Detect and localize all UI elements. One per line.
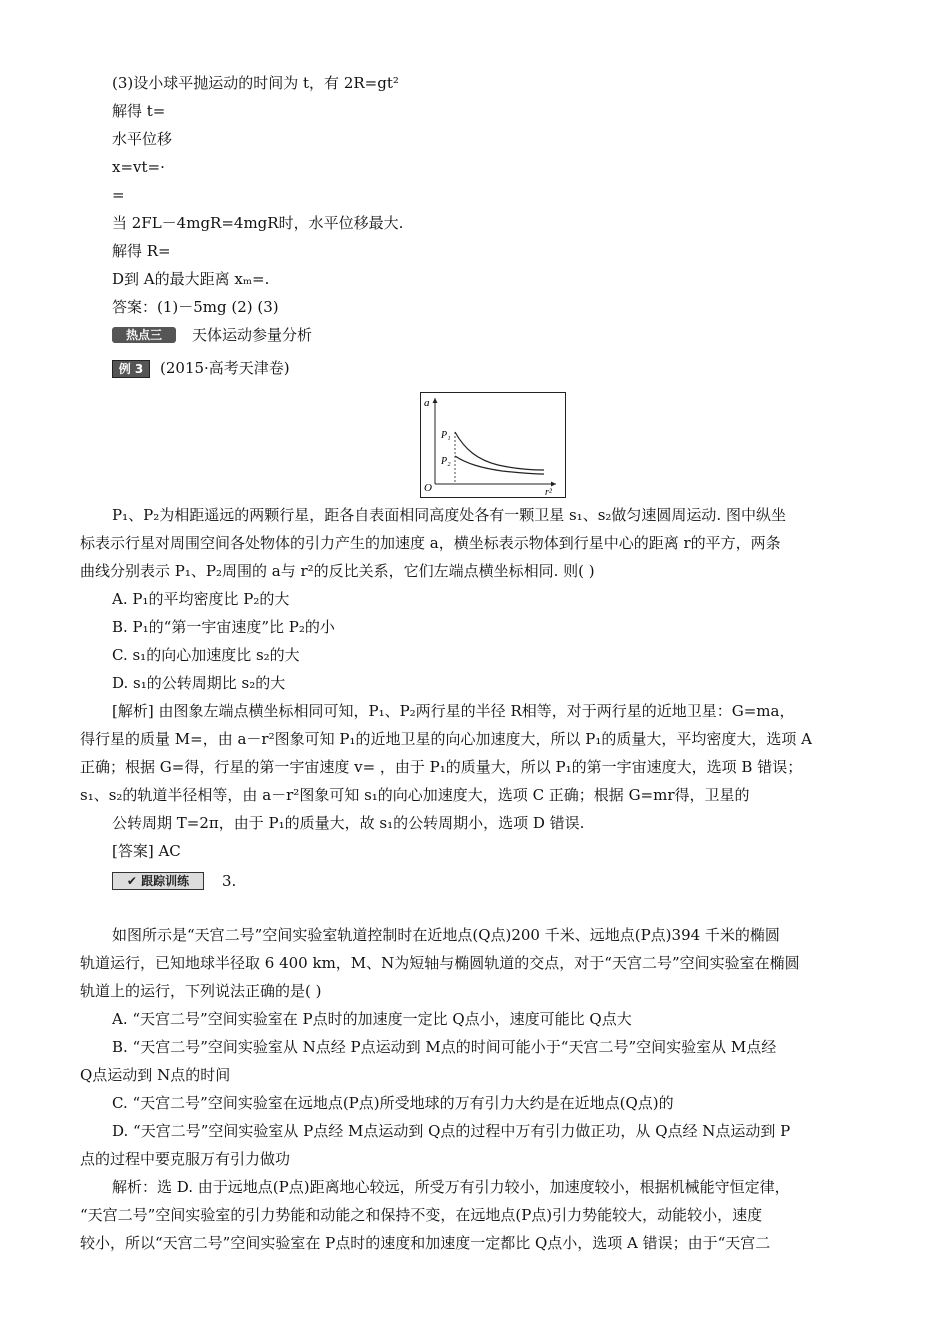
option-b: B. “天宫二号”空间实验室从 N点经 P点运动到 M点的时间可能小于“天宫二号”空间实验室从 M点经 (112, 1038, 777, 1056)
solution-line: D到 A的最大距离 xₘ=. (112, 270, 270, 288)
answer-line: [答案] AC (112, 842, 181, 860)
tracking-tag-label: 跟踪训练 (141, 874, 190, 888)
solution-line: 水平位移 (112, 130, 173, 148)
option-d: D. “天宫二号”空间实验室从 P点经 M点运动到 Q点的过程中万有引力做正功，从 Q点经 N点运动到 P (112, 1122, 791, 1140)
example-source: (2015·高考天津卷) (160, 359, 290, 377)
tracking-tag (112, 872, 204, 890)
question-line: 曲线分别表示 P₁、P₂周围的 a与 r²的反比关系，它们左端点横坐标相同. 则( ) (80, 562, 595, 580)
solution-line: 当 2FL－4mgR=4mgR时，水平位移最大. (112, 214, 404, 232)
option-a: A. “天宫二号”空间实验室在 P点时的加速度一定比 Q点小，速度可能比 Q点大 (112, 1010, 632, 1028)
analysis-line: [解析] 由图象左端点横坐标相同可知，P₁、P₂两行星的半径 R相等，对于两行星的近地卫星：G=ma， (112, 702, 795, 720)
analysis-line: 较小，所以“天宫二号”空间实验室在 P点时的速度和加速度一定都比 Q点小，选项 A 错误；由于“天宫二 (80, 1234, 771, 1252)
curve-p1-label: P₁ (441, 430, 451, 441)
question-line: 轨道上的运行，下列说法正确的是( ) (80, 982, 322, 1000)
option-d-cont: 点的过程中要克服万有引力做功 (80, 1150, 291, 1168)
analysis-line: 解析：选 D. 由于远地点(P点)距离地心较远，所受万有引力较小，加速度较小，根据机械能守恒定律， (112, 1178, 790, 1196)
analysis-line: 公转周期 T=2π，由于 P₁的质量大，故 s₁的公转周期小，选项 D 错误. (112, 814, 585, 832)
analysis-line: 正确；根据 G=得，行星的第一宇宙速度 v= ，由于 P₁的质量大，所以 P₁的第一宇宙速度大，选项 B 错误； (80, 758, 803, 776)
option-b-cont: Q点运动到 N点的时间 (80, 1066, 231, 1084)
origin-label: O (424, 482, 432, 494)
hotspot-title: 天体运动参量分析 (192, 326, 313, 344)
option-a: A. P₁的平均密度比 P₂的大 (112, 590, 290, 608)
tracking-number: 3. (222, 872, 237, 890)
option-c: C. “天宫二号”空间实验室在远地点(P点)所受地球的万有引力大约是在近地点(Q点)的 (112, 1094, 674, 1112)
curve-p2-label: P₂ (441, 456, 451, 467)
question-line: 如图所示是“天宫二号”空间实验室轨道控制时在近地点(Q点)200 千米、远地点(P点)394 千米的椭圆 (112, 926, 780, 944)
question-line: P₁、P₂为相距遥远的两颗行星，距各自表面相同高度处各有一颗卫星 s₁、s₂做匀速圆周运动. 图中纵坐 (112, 506, 786, 524)
a-r2-figure (420, 392, 566, 498)
solution-line: = (112, 186, 125, 204)
answer-line: 答案：(1)－5mg (2) (3) (112, 298, 279, 316)
solution-line: x=vt=· (112, 158, 165, 176)
option-b: B. P₁的“第一宇宙速度”比 P₂的小 (112, 618, 335, 636)
solution-line: (3)设小球平抛运动的时间为 t，有 2R=gt² (112, 74, 399, 92)
y-axis-label: a (424, 397, 430, 409)
analysis-line: “天宫二号”空间实验室的引力势能和动能之和保持不变，在远地点(P点)引力势能较大，动能较小，速度 (80, 1206, 763, 1224)
check-icon: ✔ (126, 874, 142, 888)
option-c: C. s₁的向心加速度比 s₂的大 (112, 646, 300, 664)
x-axis-label: r² (545, 487, 552, 498)
question-line: 标表示行星对周围空间各处物体的引力产生的加速度 a，横坐标表示物体到行星中心的距离 r的平方，两条 (80, 534, 781, 552)
example-tag: 例 3 (112, 360, 150, 378)
hotspot-tag: 热点三 (112, 327, 176, 343)
analysis-line: s₁、s₂的轨道半径相等，由 a－r²图象可知 s₁的向心加速度大，选项 C 正确；根据 G=mr得，卫星的 (80, 786, 750, 804)
option-d: D. s₁的公转周期比 s₂的大 (112, 674, 286, 692)
solution-line: 解得 R= (112, 242, 171, 260)
analysis-line: 得行星的质量 M=，由 a－r²图象可知 P₁的近地卫星的向心加速度大，所以 P₁的质量大，平均密度大，选项 A (80, 730, 812, 748)
figure-frame (421, 393, 566, 498)
question-line: 轨道运行，已知地球半径取 6 400 km，M、N为短轴与椭圆轨道的交点，对于“天宫二号”空间实验室在椭圆 (80, 954, 800, 972)
solution-line: 解得 t= (112, 102, 166, 120)
figure-svg (420, 392, 566, 498)
